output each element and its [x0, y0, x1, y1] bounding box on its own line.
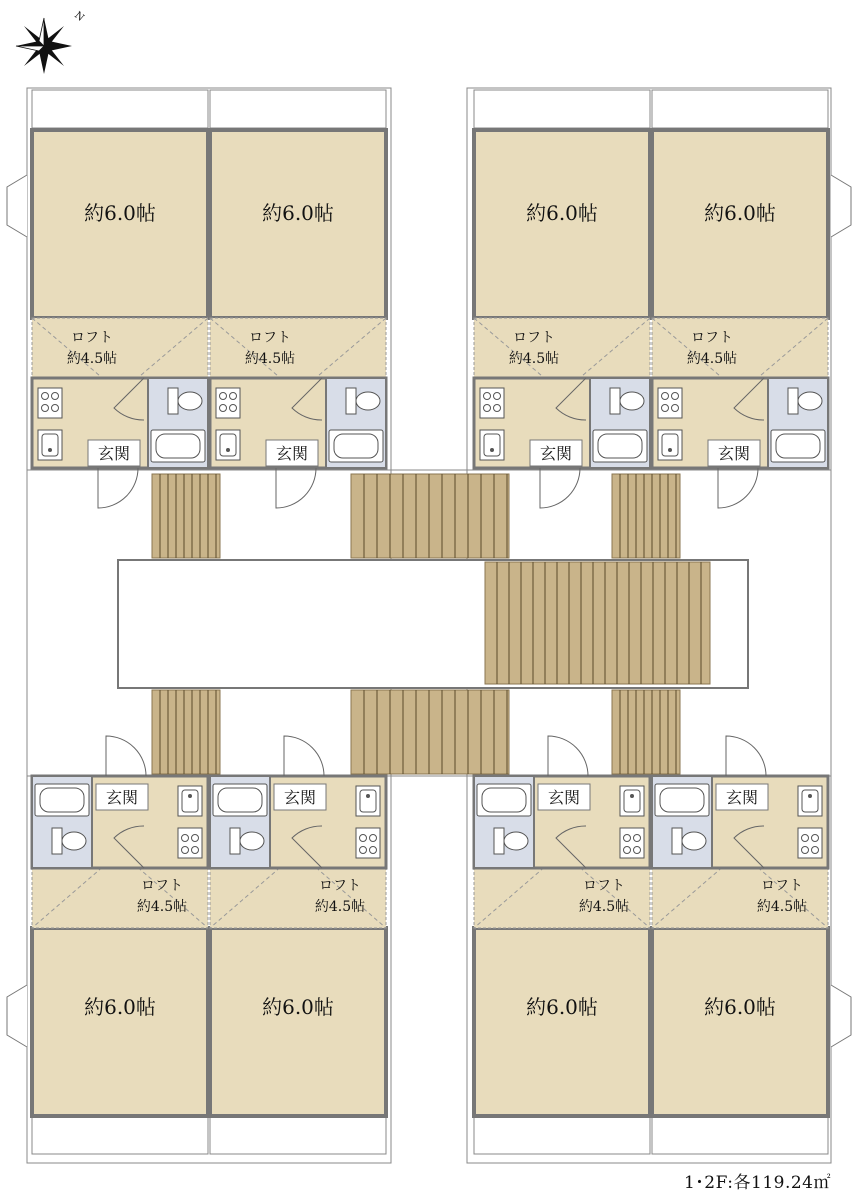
entrance-door-icon	[276, 468, 316, 508]
main-room	[210, 928, 386, 1116]
room-size-label: 約6.0帖	[84, 201, 156, 225]
loft-area	[32, 868, 208, 928]
bathtub-icon	[655, 784, 709, 816]
loft-size-label: 約4.5帖	[686, 351, 738, 367]
room-size-label: 約6.0帖	[526, 995, 598, 1019]
stair-top-right	[612, 474, 680, 558]
entrance-label: 玄関	[547, 788, 581, 807]
entrance-door-icon	[106, 736, 146, 776]
bathtub-icon	[771, 430, 825, 462]
balcony	[474, 90, 650, 128]
bathtub-icon	[593, 430, 647, 462]
unit-5	[7, 736, 208, 1154]
balcony	[32, 90, 208, 128]
loft-area	[652, 318, 828, 378]
entrance-door-icon	[284, 736, 324, 776]
balcony	[474, 1116, 650, 1154]
loft-size-label: 約4.5帖	[756, 899, 808, 915]
bathtub-icon	[329, 430, 383, 462]
bathtub-icon	[213, 784, 267, 816]
entrance-door-icon	[548, 736, 588, 776]
bay-window	[7, 175, 27, 237]
bay-window	[831, 985, 851, 1047]
stair-bottom-right	[612, 690, 680, 774]
main-room	[32, 928, 208, 1116]
entrance-label: 玄関	[97, 444, 131, 463]
entrance-label: 玄関	[275, 444, 309, 463]
stair-bottom-left	[152, 690, 220, 774]
unit-6	[210, 736, 386, 1154]
unit-8	[652, 736, 851, 1154]
loft-area	[474, 868, 650, 928]
balcony	[210, 1116, 386, 1154]
loft-area	[210, 868, 386, 928]
entrance-label: 玄関	[725, 788, 759, 807]
main-room	[652, 928, 828, 1116]
entrance-label: 玄関	[283, 788, 317, 807]
loft-size-label: 約4.5帖	[66, 351, 118, 367]
unit-7	[474, 736, 650, 1154]
entrance-door-icon	[726, 736, 766, 776]
room-size-label: 約6.0帖	[84, 995, 156, 1019]
entrance-door-icon	[718, 468, 758, 508]
entrance-label: 玄関	[717, 444, 751, 463]
unit-3	[474, 90, 650, 508]
balcony	[652, 1116, 828, 1154]
main-room	[474, 928, 650, 1116]
floor-area-note: 1･2F:各119.24㎡	[683, 1173, 831, 1193]
loft-label: ロフト	[249, 330, 291, 346]
room-size-label: 約6.0帖	[704, 201, 776, 225]
loft-area	[474, 318, 650, 378]
bathtub-icon	[477, 784, 531, 816]
loft-label: ロフト	[761, 878, 803, 894]
bay-window	[7, 985, 27, 1047]
unit-2	[210, 90, 386, 508]
stair-top-left	[152, 474, 220, 558]
loft-label: ロフト	[319, 878, 361, 894]
loft-size-label: 約4.5帖	[578, 899, 630, 915]
bathtub-icon	[151, 430, 205, 462]
unit-1	[7, 90, 208, 508]
loft-label: ロフト	[583, 878, 625, 894]
unit-4	[652, 90, 851, 508]
loft-area	[210, 318, 386, 378]
loft-size-label: 約4.5帖	[136, 899, 188, 915]
entrance-door-icon	[540, 468, 580, 508]
north-label: N	[72, 9, 86, 24]
stair-top-center	[351, 474, 509, 558]
stair-bottom-center	[351, 690, 509, 774]
bay-window	[831, 175, 851, 237]
room-size-label: 約6.0帖	[262, 201, 334, 225]
loft-size-label: 約4.5帖	[508, 351, 560, 367]
loft-size-label: 約4.5帖	[244, 351, 296, 367]
loft-label: ロフト	[513, 330, 555, 346]
balcony	[210, 90, 386, 128]
loft-area	[652, 868, 828, 928]
entrance-door-icon	[98, 468, 138, 508]
room-size-label: 約6.0帖	[262, 995, 334, 1019]
loft-label: ロフト	[71, 330, 113, 346]
stair-center-flight	[485, 562, 710, 684]
balcony	[652, 90, 828, 128]
loft-label: ロフト	[141, 878, 183, 894]
loft-label: ロフト	[691, 330, 733, 346]
loft-size-label: 約4.5帖	[314, 899, 366, 915]
compass-rose-icon	[16, 10, 86, 74]
balcony	[32, 1116, 208, 1154]
loft-area	[32, 318, 208, 378]
room-size-label: 約6.0帖	[704, 995, 776, 1019]
entrance-label: 玄関	[539, 444, 573, 463]
bathtub-icon	[35, 784, 89, 816]
entrance-label: 玄関	[105, 788, 139, 807]
room-size-label: 約6.0帖	[526, 201, 598, 225]
